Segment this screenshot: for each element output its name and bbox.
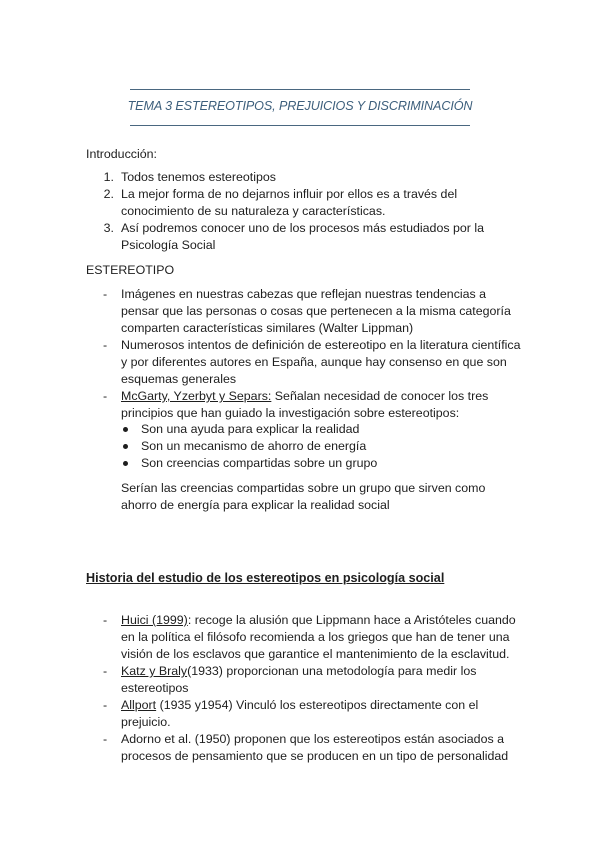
author-reference[interactable]: Allport [121, 698, 157, 712]
list-number: 2. [103, 187, 114, 201]
list-item-text: prejuicio. [121, 715, 171, 729]
list-item-text: Señalan necesidad de conocer los tres [271, 389, 489, 403]
list-item-text: comparten características similares (Walter Lippman) [121, 321, 414, 335]
list-item-text: en la política el filósofo recomienda a los griegos que han de tener una [121, 630, 510, 644]
list-item-text: Todos tenemos estereotipos [121, 170, 276, 184]
intro-label: Introducción: [86, 147, 157, 161]
list-item-first-line [121, 697, 478, 714]
principle-item: Son un mecanismo de ahorro de energía [141, 439, 367, 453]
section-label: ESTEREOTIPO [86, 263, 175, 277]
list-item-text: Imágenes en nuestras cabezas que reflejan nuestras tendencias a [121, 287, 487, 301]
author-reference[interactable]: McGarty, Yzerbyt y Separs: [121, 389, 272, 403]
list-item-text: pensar que las personas o cosas que pertenecen a la misma categoría [121, 304, 511, 318]
dash-marker: - [103, 664, 108, 678]
author-reference[interactable]: Huici (1999) [121, 613, 188, 627]
dash-marker: - [103, 338, 108, 352]
list-item-first-line [121, 612, 516, 629]
list-item-text: esquemas generales [121, 372, 237, 386]
author-reference[interactable]: Katz y Braly [121, 664, 188, 678]
bullet-icon [123, 444, 128, 449]
list-number: 3. [103, 221, 114, 235]
list-item-text: : recoge la alusión que Lippmann hace a Aristóteles cuando [187, 613, 516, 627]
title-rule-bottom [130, 125, 470, 126]
dash-marker: - [103, 287, 108, 301]
principle-item: Son creencias compartidas sobre un grupo [141, 456, 378, 470]
list-item-text: estereotipos [121, 681, 189, 695]
list-item-text: (1933) proporcionan una metodología para medir los [187, 664, 477, 678]
conclusion-text: Serían las creencias compartidas sobre un grupo que sirven como [121, 481, 486, 495]
list-item-text: principios que han guiado la investigación sobre estereotipos: [121, 406, 460, 420]
list-item-text: procesos de pensamiento que se producen en un tipo de personalidad [121, 749, 509, 763]
list-item-text: (1935 y1954) Vinculó los estereotipos directamente con el [156, 698, 479, 712]
page-title: TEMA 3 ESTEREOTIPOS, PREJUICIOS Y DISCRIMINACIÓN [127, 99, 473, 113]
list-item-text: La mejor forma de no dejarnos influir por ellos es a través del [121, 187, 458, 201]
list-item-text: Psicología Social [121, 238, 216, 252]
list-item-first-line [121, 388, 488, 405]
bullet-icon [123, 427, 128, 432]
list-item-text: visión de los esclavos que garantice el mantenimiento de la esclavitud. [121, 647, 510, 661]
list-item-text: conocimiento de su naturaleza y características. [121, 204, 386, 218]
list-item-text: y por diferentes autores en España, aunque hay consenso en que son [121, 355, 507, 369]
list-item-text: Numerosos intentos de definición de estereotipo en la literatura científica [121, 338, 521, 352]
history-heading: Historia del estudio de los estereotipos en psicología social [86, 571, 445, 585]
dash-marker: - [103, 698, 108, 712]
list-item-first-line [121, 663, 476, 680]
principle-item: Son una ayuda para explicar la realidad [141, 422, 360, 436]
dash-marker: - [103, 732, 108, 746]
list-number: 1. [103, 170, 114, 184]
list-item-text: Así podremos conocer uno de los procesos más estudiados por la [121, 221, 484, 235]
bullet-icon [123, 461, 128, 466]
dash-marker: - [103, 613, 108, 627]
title-rule-top [130, 89, 470, 90]
dash-marker: - [103, 389, 108, 403]
conclusion-text: ahorro de energía para explicar la realidad social [121, 498, 390, 512]
list-item-text: Adorno et al. (1950) proponen que los estereotipos están asociados a [121, 732, 504, 746]
